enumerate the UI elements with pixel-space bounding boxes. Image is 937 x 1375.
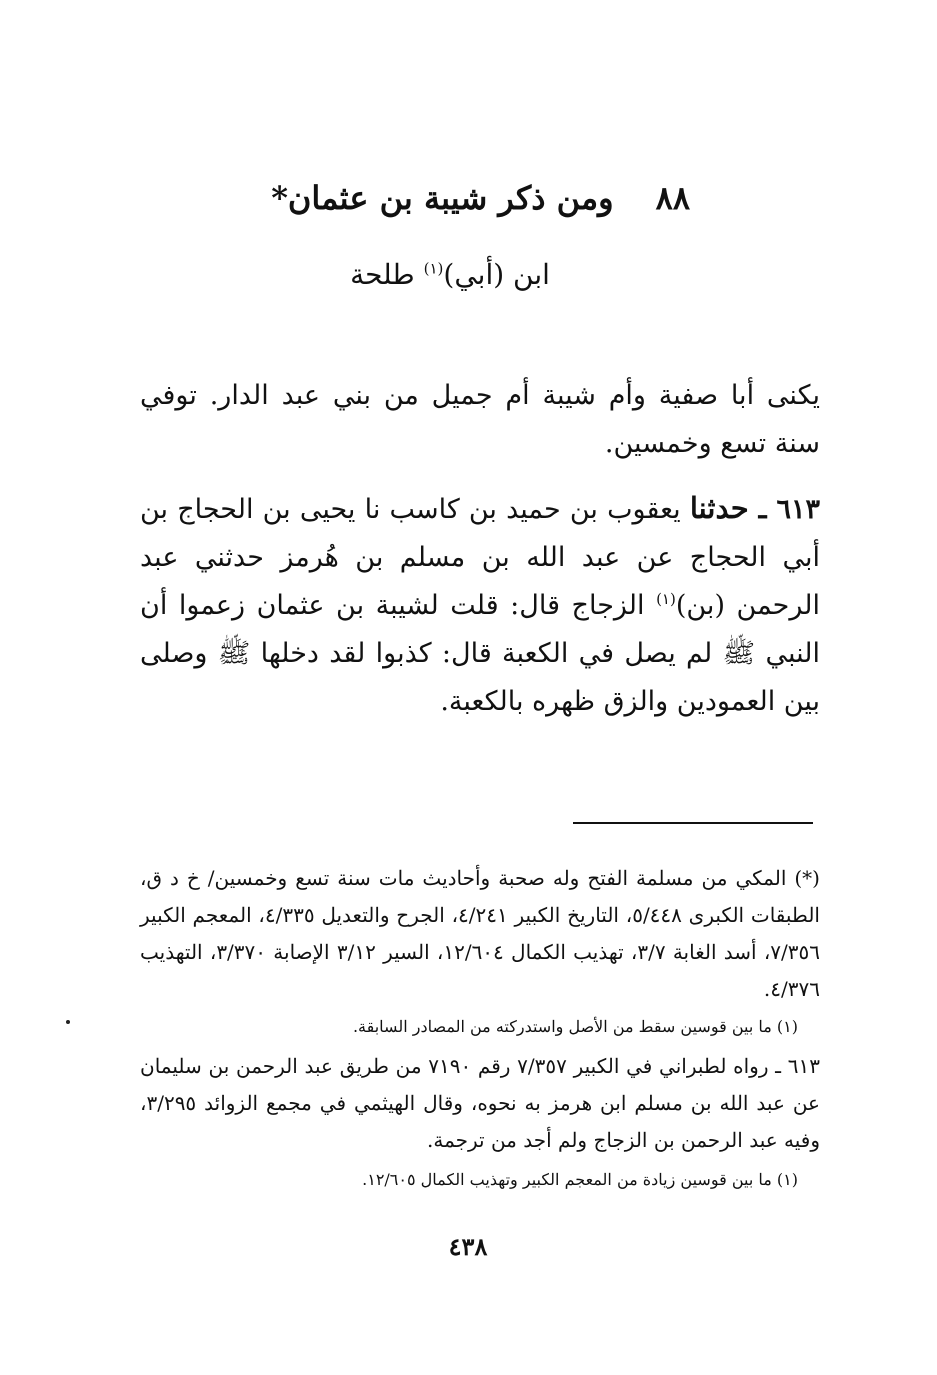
chapter-number: ٨٨ (655, 179, 690, 217)
hadith-text-part-2: الزجاج قال: قلت لشيبة بن عثمان زعموا أن النبي ﷺ لم يصل في الكعبة قال: كذبوا لقد دخلها ﷺ وصلى بين العمودين والزق ظهره بالكعبة. (140, 590, 820, 717)
subtitle-after: طلحة (350, 258, 424, 291)
page-number: ٤٣٨ (448, 1232, 488, 1261)
hadith-paragraph (140, 484, 820, 726)
footnote-star: (*) المكي من مسلمة الفتح وله صحبة وأحاديث مات سنة تسع وخمسين/ خ د ق، الطبقات الكبرى ٥/٤٤٨، التاريخ الكبير ٤/٢٤١، الجرح والتعديل ٤/٣٣٥، المعجم الكبير ٧/٣٥٦، أسد الغابة ٣/٧، تهذيب الكمال ١٢/٦٠٤، السير ٣/١٢ الإصابة ٣/٣٧٠، التهذيب ٤/٣٧٦. (140, 866, 820, 1001)
footnote-1-first: (١) ما بين قوسين سقط من الأصل واستدركته من المصادر السابقة. (352, 1017, 798, 1036)
hadith-text-part-1: يعقوب بن حميد بن كاسب نا يحيى بن الحجاج بن أبي الحجاج عن عبد الله بن مسلم بن هُرمز حدثني عبد الرحمن (بن) (140, 494, 820, 621)
footnote-separator (573, 822, 813, 824)
footnote-1-second: (١) ما بين قوسين زيادة من المعجم الكبير وتهذيب الكمال ١٢/٦٠٥. (362, 1170, 798, 1189)
hadith-opening-word: حدثنا (689, 491, 749, 525)
hadith-number: ٦١٣ ـ (748, 494, 820, 525)
footnote-hadith-613: ٦١٣ ـ رواه لطبراني في الكبير ٧/٣٥٧ رقم ٧١٩٠ من طريق عبد الرحمن بن سليمان عن عبد الله بن مسلم ابن هرمز به نحوه، وقال الهيثمي في مجمع الزوائد ٣/٢٩٥، وفيه عبد الرحمن بن الزجاج ولم أجد من ترجمة. (140, 1054, 820, 1152)
chapter-title: ومن ذكر شيبة بن عثمان* (271, 179, 614, 217)
chapter-subtitle (300, 258, 600, 291)
biography-paragraph: يكنى أبا صفية وأم شيبة أم جميل من بني عبد الدار. توفي سنة تسع وخمسين. (140, 380, 820, 459)
footnote-marker: (١) (423, 259, 444, 278)
scan-speck (66, 1020, 70, 1024)
footnote-marker: (١) (656, 590, 676, 608)
chapter-header (250, 168, 690, 228)
subtitle-before: ابن (أبي) (443, 258, 550, 291)
